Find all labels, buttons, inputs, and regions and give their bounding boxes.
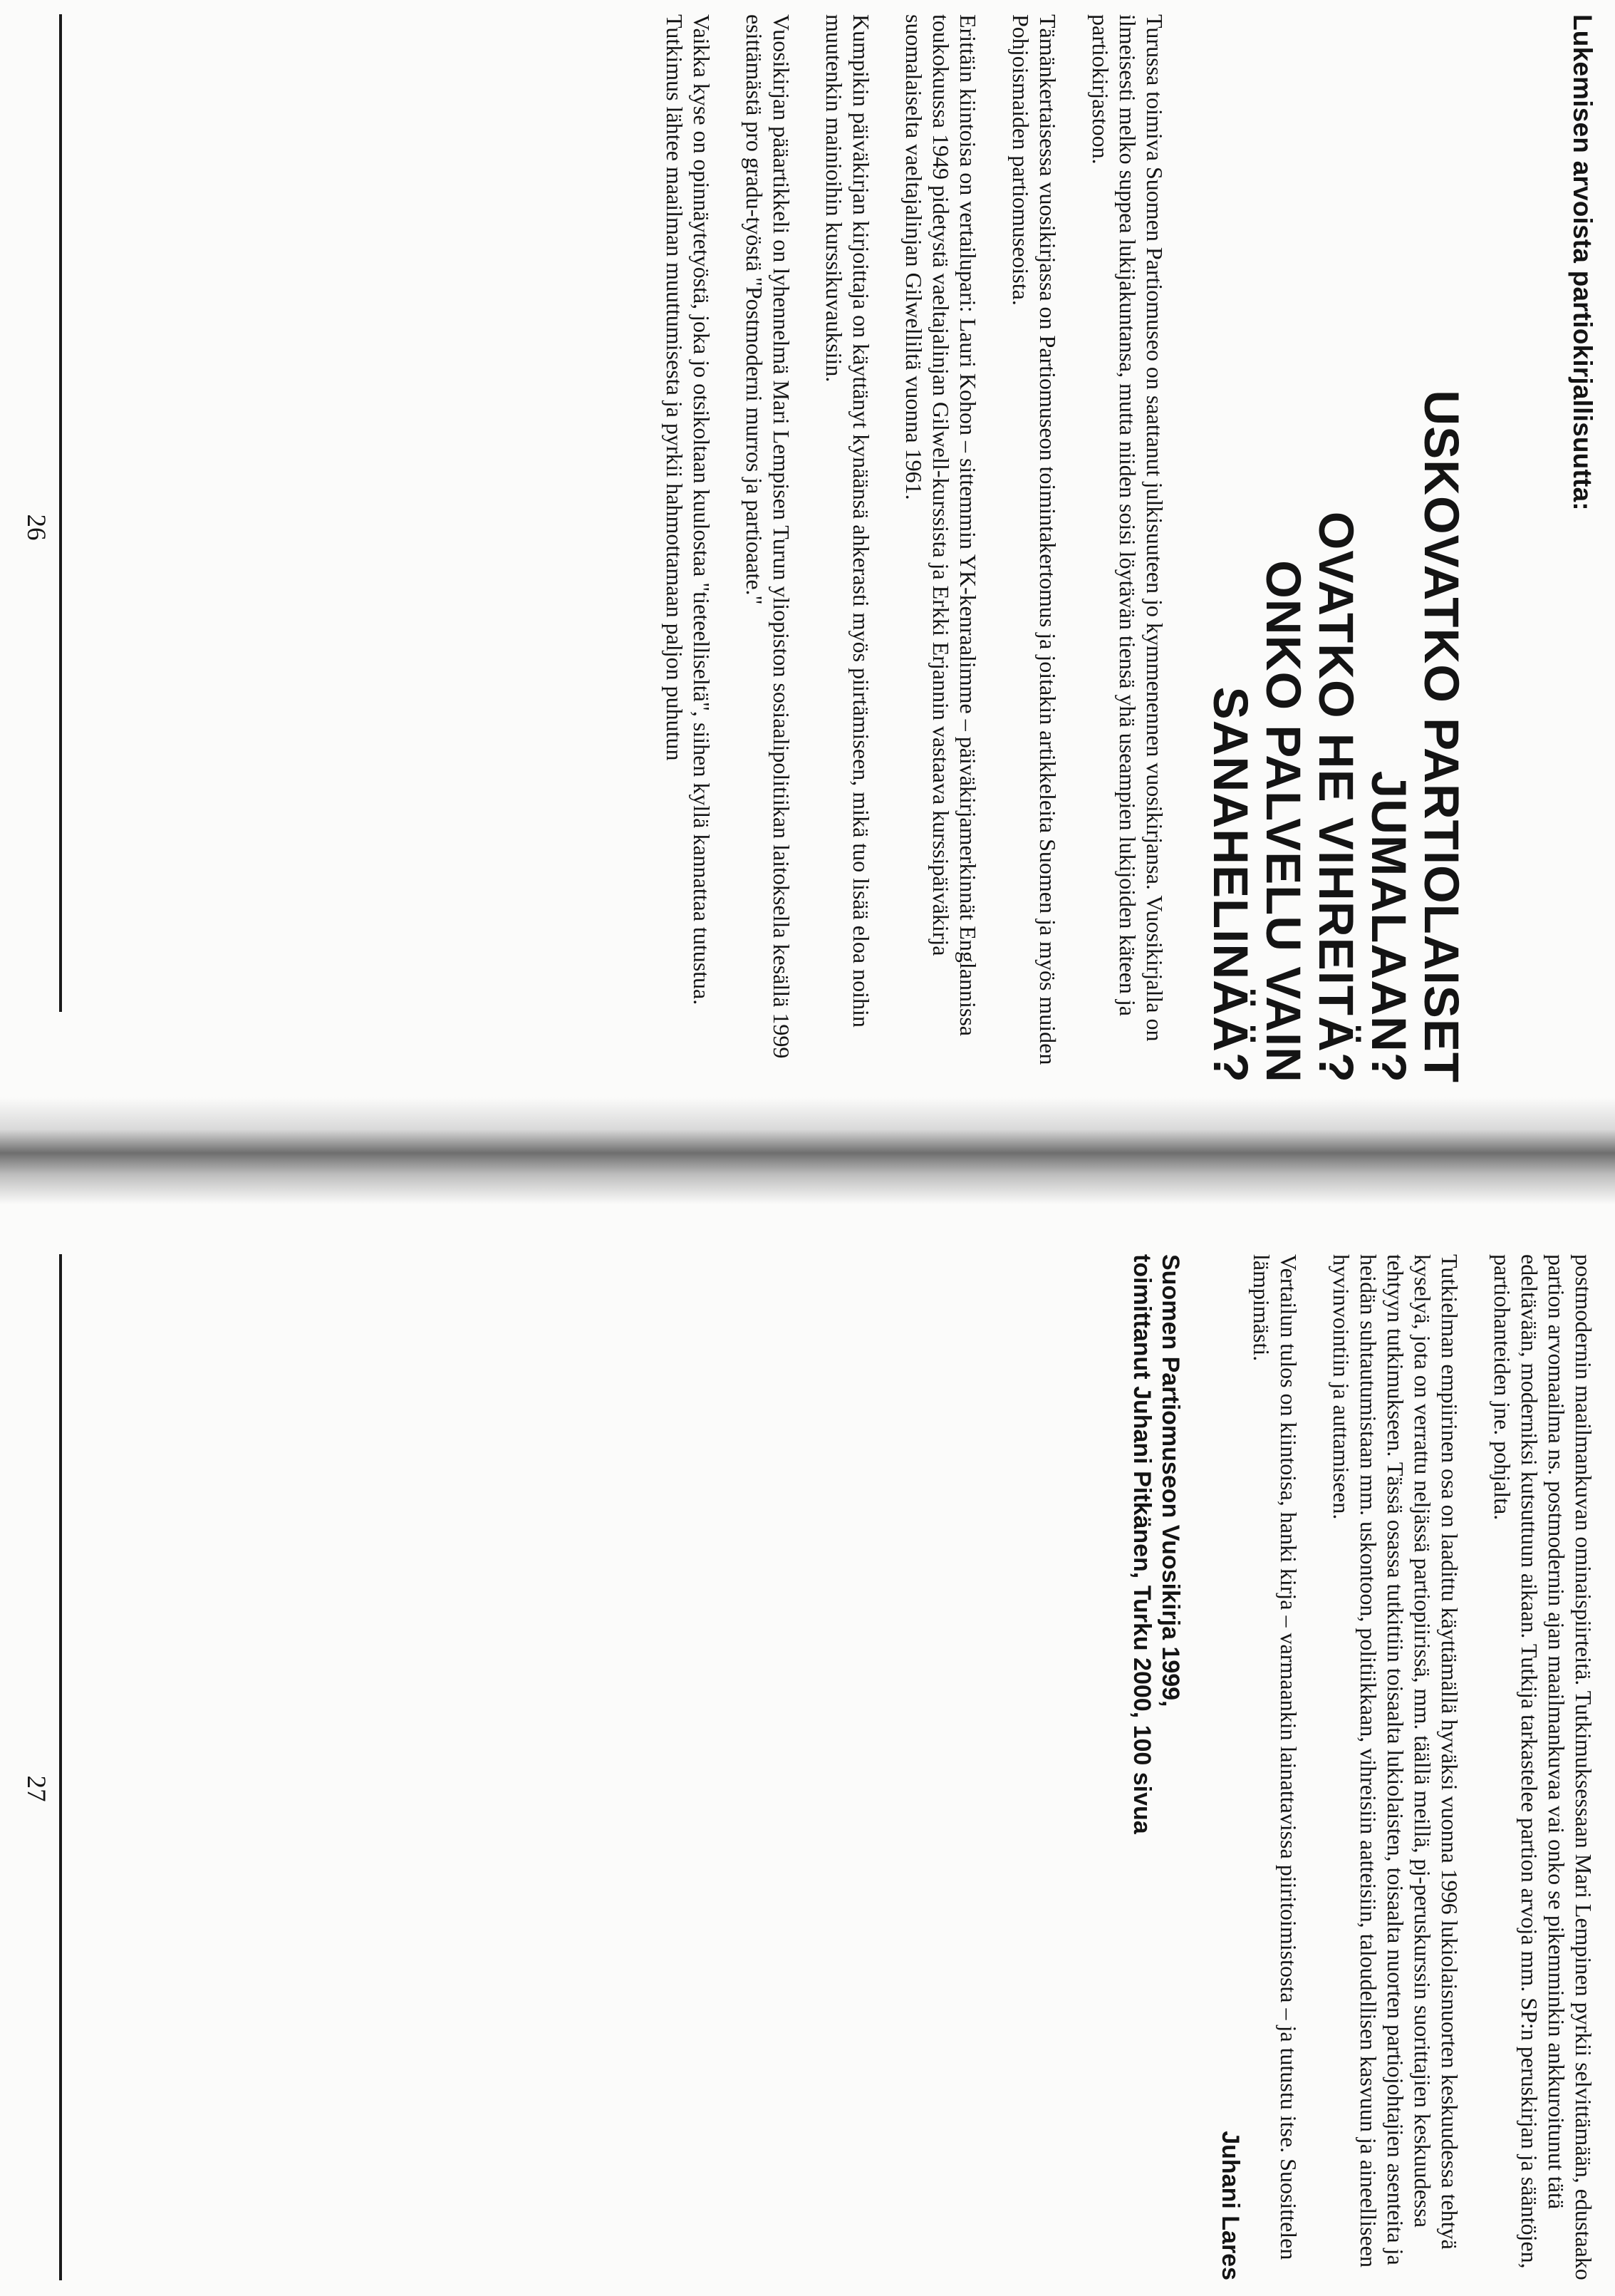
page-27-content bbox=[80, 1254, 1597, 2280]
footer-rule bbox=[59, 14, 62, 1012]
headline-line-1: USKOVATKO PARTIOLAISET bbox=[1414, 390, 1469, 1083]
footer-rule bbox=[59, 1254, 62, 2280]
page-gutter bbox=[0, 1097, 1615, 1204]
page-26-content bbox=[80, 14, 1597, 1083]
paragraph: Vertailun tulos on kiintoisa, hanki kirja – varmaankin lainattavissa piiritoimistosta – ja tutustu itse. Suosittelen lämpimästi. bbox=[1249, 1254, 1302, 2260]
credits-line-1: Suomen Partiomuseon Vuosikirja 1999, bbox=[1157, 1254, 1184, 1707]
paragraph: Kumpikin päiväkirjan kirjoittaja on käyttänyt kynäänsä ahkerasti myös piirtämiseen, mikä tuo lisää eloa noihin muutenkin mainioihin kurssikuvauksiin. bbox=[821, 14, 874, 1028]
page-number: 27 bbox=[21, 1775, 51, 1802]
book-credits bbox=[1128, 1254, 1185, 2280]
page-27 bbox=[0, 1204, 1615, 2296]
article-headline bbox=[1204, 14, 1468, 1083]
paragraph: Vuosikirjan pääartikkeli on lyhennelmä Mari Lempisen Turun yliopiston sosiaalipolitiikan laitoksella kesällä 1999 esittämästä pro gradu-työstä "Postmoderni murros ja partioaate." bbox=[742, 14, 794, 1059]
paragraph: Vaikka kyse on opinnäytetyöstä, joka jo otsikoltaan kuulostaa "tieteelliseltä", siihen kyllä kannattaa tutustua. Tutkimus lähtee maailman muuttumisesta ja pyrkii hahmottamaan paljon puhutun bbox=[662, 14, 715, 1005]
headline-line-3: OVATKO HE VIHREITÄ? bbox=[1309, 511, 1364, 1083]
author-signature: Juhani Lares bbox=[1217, 2131, 1244, 2280]
article-body-part-2 bbox=[1248, 1254, 1597, 2280]
article-body-part-1 bbox=[661, 14, 1168, 1083]
paragraph: Tämänkertaisessa vuosikirjassa on Partiomuseon toimintakertomus ja joitakin artikkeleita Suomen ja myös muiden Pohjoismaiden partiomuseoista. bbox=[1008, 14, 1061, 1065]
credits-line-2: toimittanut Juhani Pitkänen, Turku 2000, 100 sivua bbox=[1128, 1254, 1156, 1834]
section-label: Lukemisen arvoista partiokirjallisuutta: bbox=[1568, 14, 1597, 511]
headline-line-2: JUMALAAN? bbox=[1361, 770, 1416, 1083]
headline-line-4: ONKO PALVELU VAIN bbox=[1256, 560, 1311, 1083]
paragraph: postmodernin maailmankuvan ominaispiirteitä. Tutkimuksessaan Mari Lempinen pyrkii selvittämään, edustaako partion arvomaailma ns. postmodernin ajan maailmankuvaa vai onko se pikemminkin ankkuroitunut tätä edeltävään, moderniksi kutsuttuun aikaan. Tutkija tarkastelee partion arvoja mm. SP:n peruskirjan ja sääntöjen, partiohanteiden jne. pohjalta. bbox=[1490, 1254, 1596, 2280]
page-number: 26 bbox=[21, 514, 51, 541]
paragraph: Erittäin kiintoisa on vertailupari: Lauri Kohon – sittemmin YK-kenraalimme – päiväkirjamerkinnät Englannissa toukokuussa 1949 pidetystä vaeltajalinjan Gilwell-kurssista ja Erkki Erjannin vastaava kurssipäiväkirja suomalaiselta vaeltajalinjan Gilwelliltä vuonna 1961. bbox=[901, 14, 981, 1036]
paragraph: Tutkielman empiirinen osa on laadittu käyttämällä hyväksi vuonna 1996 lukiolaisnuorten keskuudessa tehtyä kyselyä, jota on verrattu neljässä partiopiirissä, mm. täällä meillä, pj-peruskurssin suorittajien keskuudessa tehtyyn tutkimukseen. Tässä osassa tutkittiin toisaalta lukiolaisten, toisaalta nuorten partiojohtajien asenteita ja heidän suhtautumistaan mm. uskontoon, politiikkaan, vihreisiin aatteisiin, taloudellisen kasvuun ja aineelliseen hyvinvointiin ja auttamiseen. bbox=[1329, 1254, 1463, 2267]
page-26 bbox=[0, 0, 1615, 1097]
headline-line-5: SANAHELINÄÄ? bbox=[1203, 686, 1258, 1083]
paragraph: Turussa toimiva Suomen Partiomuseo on saattanut julkisuuteen jo kymmenennen vuosikirjansa. Vuosikirjalla on ilmeisesti melko suppea lukijakuntansa, mutta niiden soisi löytävän tiensä yhä useampien lukijoiden käteen ja partiokirjastoon. bbox=[1088, 14, 1168, 1042]
